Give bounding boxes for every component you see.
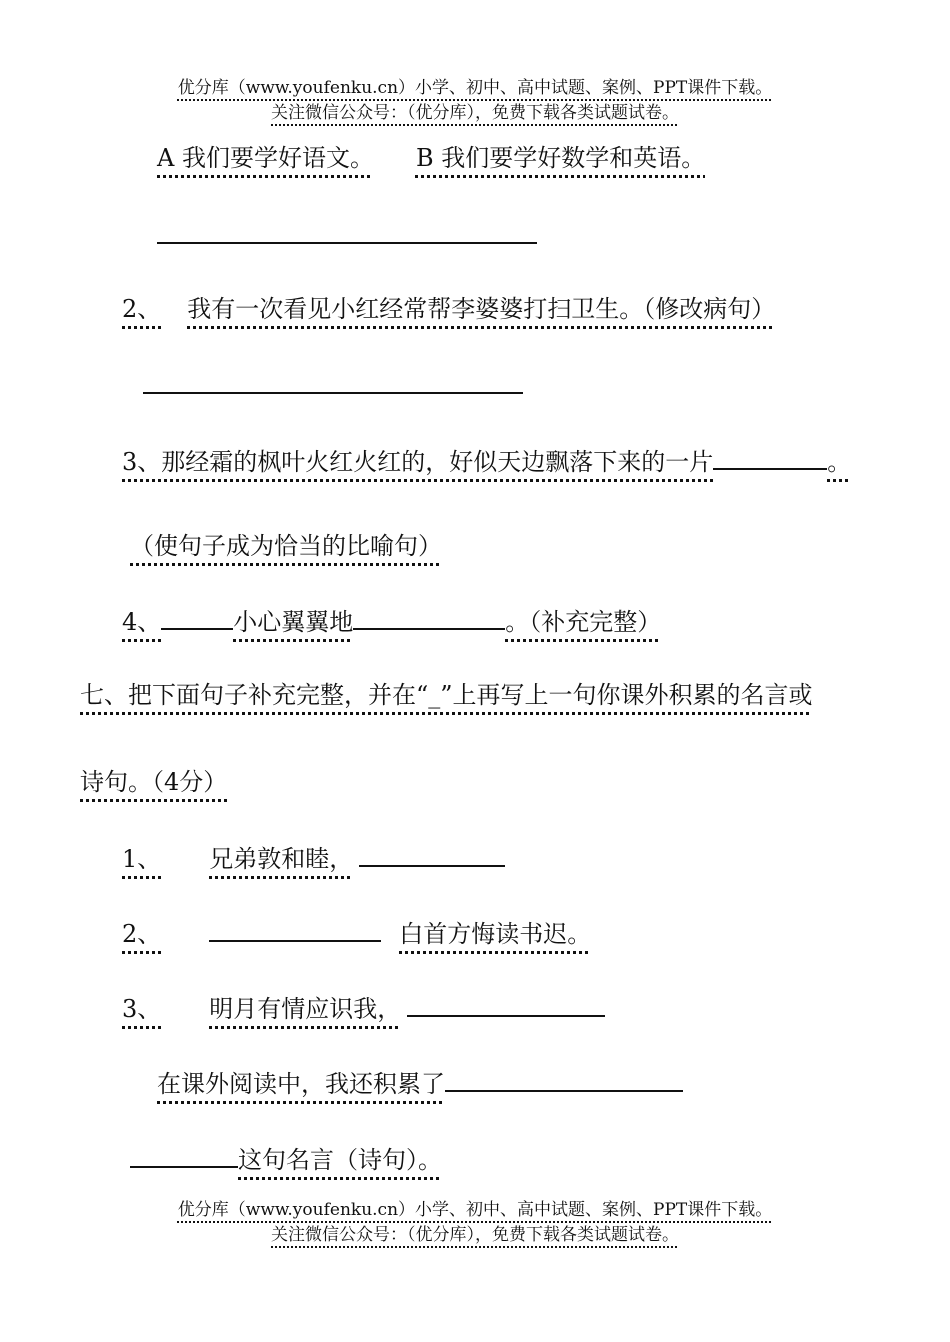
s7-item-2: 2、 白首方悔读书迟。 — [122, 920, 592, 948]
blank-q4-a[interactable] — [161, 606, 233, 630]
section-7-heading-line-2: 诗句。（4分） — [80, 768, 228, 796]
section-7-heading: 七、把下面句子补充完整，并在“_”上再写上一句你课外积累的名言或 — [80, 681, 813, 709]
option-ab — [157, 143, 705, 173]
question-3-text: 3、那经霜的枫叶火红火红的，好似天边飘落下来的一片 — [122, 448, 714, 476]
header-line-2: 关注微信公众号：（优分库），免费下载各类试题试卷。 — [271, 103, 679, 123]
question-4-number: 4、 — [122, 608, 162, 636]
question-2-number: 2、 — [122, 295, 162, 323]
question-2-text: 我有一次看见小红经常帮李婆婆打扫卫生。（修改病句） — [187, 295, 776, 323]
footer-line-2: 关注微信公众号：（优分库），免费下载各类试题试卷。 — [271, 1225, 679, 1245]
s7-item-1: 1、 兄弟敦和睦， — [122, 843, 505, 874]
question-4-end: 。（补充完整） — [505, 608, 662, 636]
blank-s7-2[interactable] — [209, 918, 381, 942]
question-2 — [122, 294, 775, 324]
question-3-end: 。 — [827, 448, 852, 476]
option-b: B 我们要学好数学和英语。 — [415, 144, 706, 172]
blank-reading-1[interactable] — [445, 1068, 683, 1092]
option-a: A 我们要学好语文。 — [157, 144, 374, 172]
blank-s7-3[interactable] — [407, 993, 605, 1017]
footer-line-1: 优分库（www.youfenku.cn）小学、初中、高中试题、案例、PPT课件下载。 — [177, 1200, 773, 1220]
question-3 — [122, 446, 851, 477]
blank-q3[interactable] — [713, 446, 827, 470]
blank-s7-1[interactable] — [359, 843, 505, 867]
question-3-note: （使句子成为恰当的比喻句） — [130, 532, 442, 560]
answer-line-q2[interactable] — [143, 392, 523, 394]
reading-line-2: 这句名言（诗句）。 — [130, 1144, 442, 1175]
reading-line-1: 在课外阅读中，我还积累了 — [157, 1068, 683, 1099]
blank-reading-2[interactable] — [130, 1144, 238, 1168]
blank-q4-b[interactable] — [353, 606, 505, 630]
question-4 — [122, 606, 661, 637]
question-4-mid: 小心翼翼地 — [233, 608, 354, 636]
header-line-1: 优分库（www.youfenku.cn）小学、初中、高中试题、案例、PPT课件下载。 — [177, 78, 773, 98]
s7-item-3: 3、 明月有情应识我， — [122, 993, 605, 1024]
answer-line-ab[interactable] — [157, 242, 537, 244]
